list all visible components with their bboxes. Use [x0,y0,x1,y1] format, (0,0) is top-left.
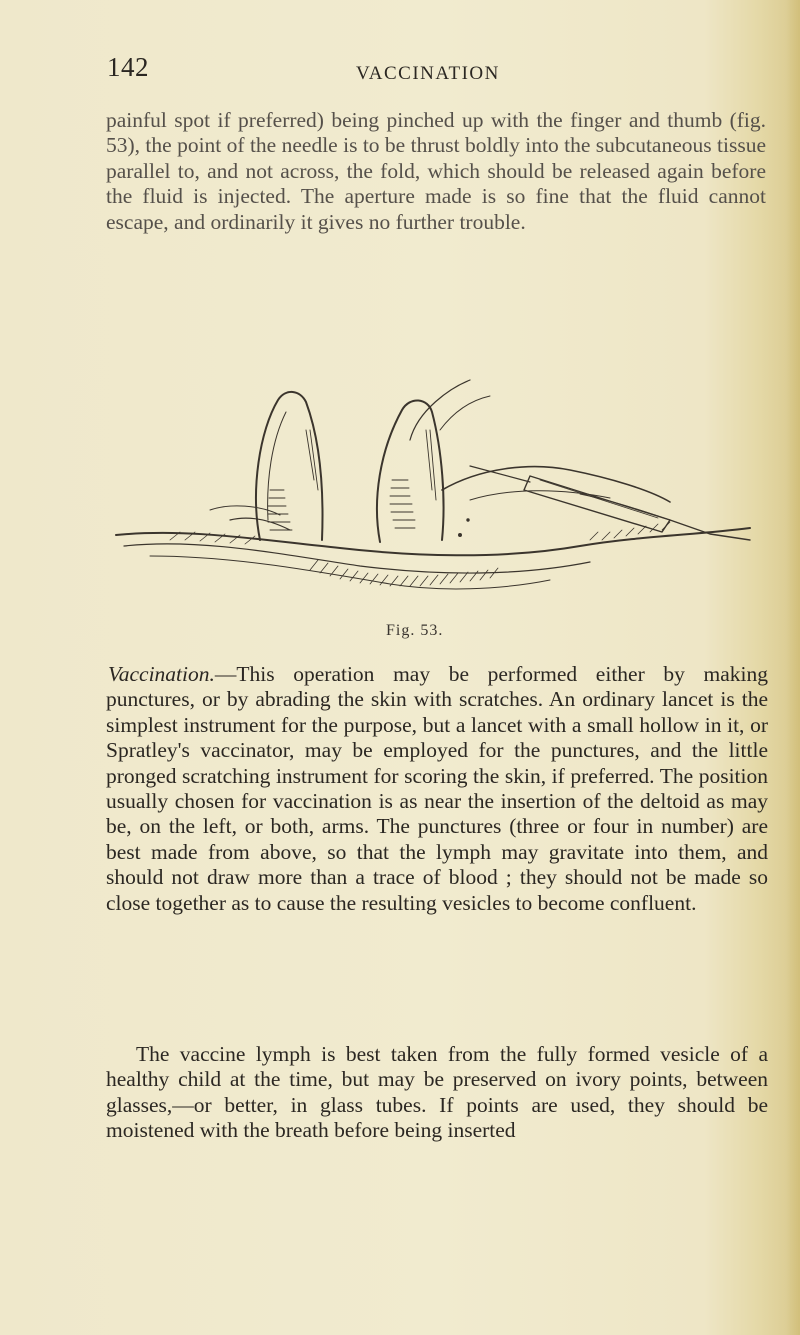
syringe-body [524,476,670,532]
paragraph-vaccine-lymph: The vaccine lymph is best taken from the fully formed vesicle of a healthy child at the time, but may be preserved on ivory points, between glasses,—or better, in glass tubes. If points are used, they should be moistened with the breath before being inserted [106,1042,768,1143]
paragraph-vaccination-body: —This operation may be performed either by making punctures, or by abrading the skin with scratches. An ordinary lancet is the simplest instrument for the purpose, but a lancet with a small hollow in it, or Spratley's vaccinator, may be employed for the punctures, and the little pronged scratching instrument for scoring the skin, if preferred. The position usually chosen for vaccination is as near the insertion of the deltoid as may be, on the left, or both, arms. The punctures (three or four in number) are best made from above, so that the lymph may gravitate into them, and should not draw more than a trace of blood ; they should not be made so close together as to cause the resulting vesicles to become confluent. [106,662,768,915]
skin-surface-line [116,528,750,555]
paragraph-vaccination [106,662,768,916]
section-heading: Vaccination. [108,662,215,686]
paragraph-injection-technique: painful spot if preferred) being pinched up with the finger and thumb (fig. 53), the point of the needle is to be thrust boldly into the subcutaneous tissue parallel to, and not across, the fold, which should be released again before the fluid is injected. The aperture made is so fine that the fluid cannot escape, and ordinarily it gives no further trouble. [106,108,766,234]
running-title: VACCINATION [356,63,500,84]
figure-53-illustration [110,370,758,620]
left-finger [256,392,322,540]
figure-caption: Fig. 53. [386,622,444,639]
page-edge-shadow [786,0,800,1335]
page-number: 142 [107,52,149,82]
